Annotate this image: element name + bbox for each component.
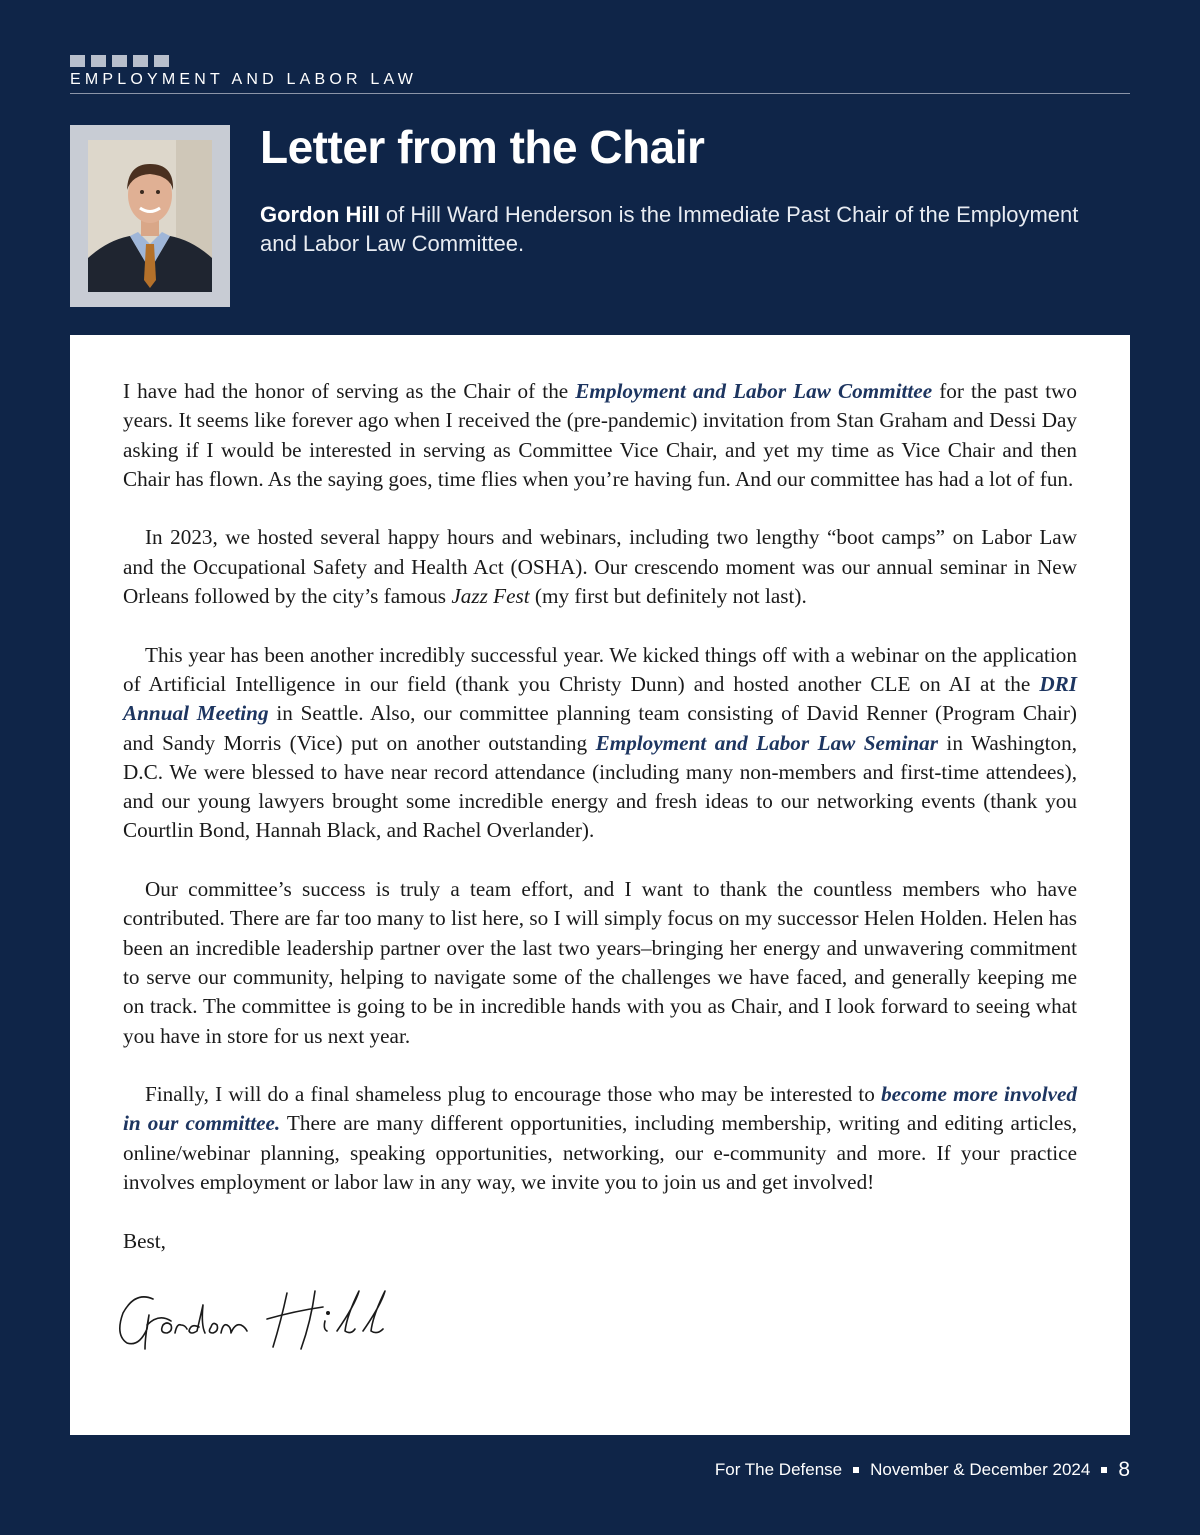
text-run: This year has been another incredibly successful year. We kicked things off with a webinar on the application of Artificial Intelligence in our field (thank you Christy Dunn) and hosted another CLE on AI at the (123, 642, 1077, 696)
text-run: in Seattle. Also, our committee planning team consisting of David Renner (Program Chair) and Sandy Morris (Vice) put on another outstanding (123, 701, 1077, 755)
paragraph-3 (123, 641, 1077, 846)
text-run: (my first but definitely not last). (529, 584, 807, 609)
text-run: In 2023, we hosted several happy hours and webinars, including two lengthy “boot camps” on Labor Law and the Occupational Safety and Health Act (OSHA). Our crescendo moment was our annual seminar in New Orleans followed by the city’s famous (123, 525, 1077, 609)
committee-link[interactable]: Employment and Labor Law Committee (575, 379, 933, 403)
article-title: Letter from the Chair (260, 121, 705, 173)
page-number: 8 (1118, 1458, 1130, 1481)
text-run: for the past two years. It seems like forever ago when I received the (pre-pandemic) invitation from Stan Graham and Dessi Day asking if I would be interested in serving as Committee Vice Chair, and yet my time as Vice Chair and then Chair has flown. As the saying goes, time flies when you’re having fun. And our committee has had a lot of fun. (123, 379, 1077, 491)
signature-image (115, 1285, 395, 1355)
text-run: Finally, I will do a final shameless plug to encourage those who may be interested to (145, 1082, 882, 1107)
text-run: in Washington, D.C. We were blessed to have near record attendance (including many non-members and first-time attendees), and our young lawyers brought some incredible energy and fresh ideas to our networking events (thank you Courtlin Bond, Hannah Black, and Rachel Overlander). (123, 730, 1078, 843)
separator-square (1101, 1467, 1107, 1473)
paragraph-4: Our committee’s success is truly a team effort, and I want to thank the countless members who have contributed. There are far too many to list here, so I will simply focus on my successor Helen Holden. Helen has been an incredible leadership partner over the last two years–bringing her energy and unwavering commitment to serve our community, helping to navigate some of the challenges we have faced, and generally keeping me on track. The committee is going to be in incredible hands with you as Chair, and I look forward to seeing what you have in store for us next year. (123, 877, 1077, 1048)
section-label: EMPLOYMENT AND LABOR LAW (70, 71, 418, 88)
byline-author-name: Gordon Hill (260, 202, 380, 227)
get-involved-link[interactable]: become more involved in our committee. (123, 1082, 1078, 1136)
text-run: There are many different opportunities, including membership, writing and editing articles, online/webinar planning, speaking opportunities, networking, our e-community and more. If your practice involves employment or labor law in any way, we invite you to join us and get involved! (123, 1111, 1077, 1195)
paragraph-5 (123, 1080, 1077, 1197)
decorative-squares (70, 55, 1130, 67)
paragraph-2 (123, 523, 1077, 611)
seminar-link[interactable]: Employment and Labor Law Seminar (595, 730, 938, 755)
header-divider (70, 93, 1130, 94)
byline-description: of Hill Ward Henderson is the Immediate Past Chair of the Employment and Labor Law Committee. (260, 202, 1079, 256)
paragraph-1 (123, 377, 1077, 494)
letter-panel (70, 335, 1130, 1435)
annual-meeting-link[interactable]: DRI Annual Meeting (123, 671, 1077, 726)
letter-body (123, 377, 1077, 1355)
issue-date: November & December 2024 (870, 1460, 1091, 1479)
author-photo-frame (70, 125, 230, 307)
jazz-fest-italic: Jazz Fest (451, 584, 530, 609)
author-byline (260, 200, 1120, 258)
page-footer (715, 1458, 1130, 1482)
text-run: I have had the honor of serving as the Chair of the (123, 379, 576, 403)
section-header (70, 55, 1130, 94)
separator-square (853, 1467, 859, 1473)
author-photo (88, 140, 212, 292)
publication-name: For The Defense (714, 1460, 843, 1479)
closing: Best, (123, 1228, 166, 1253)
